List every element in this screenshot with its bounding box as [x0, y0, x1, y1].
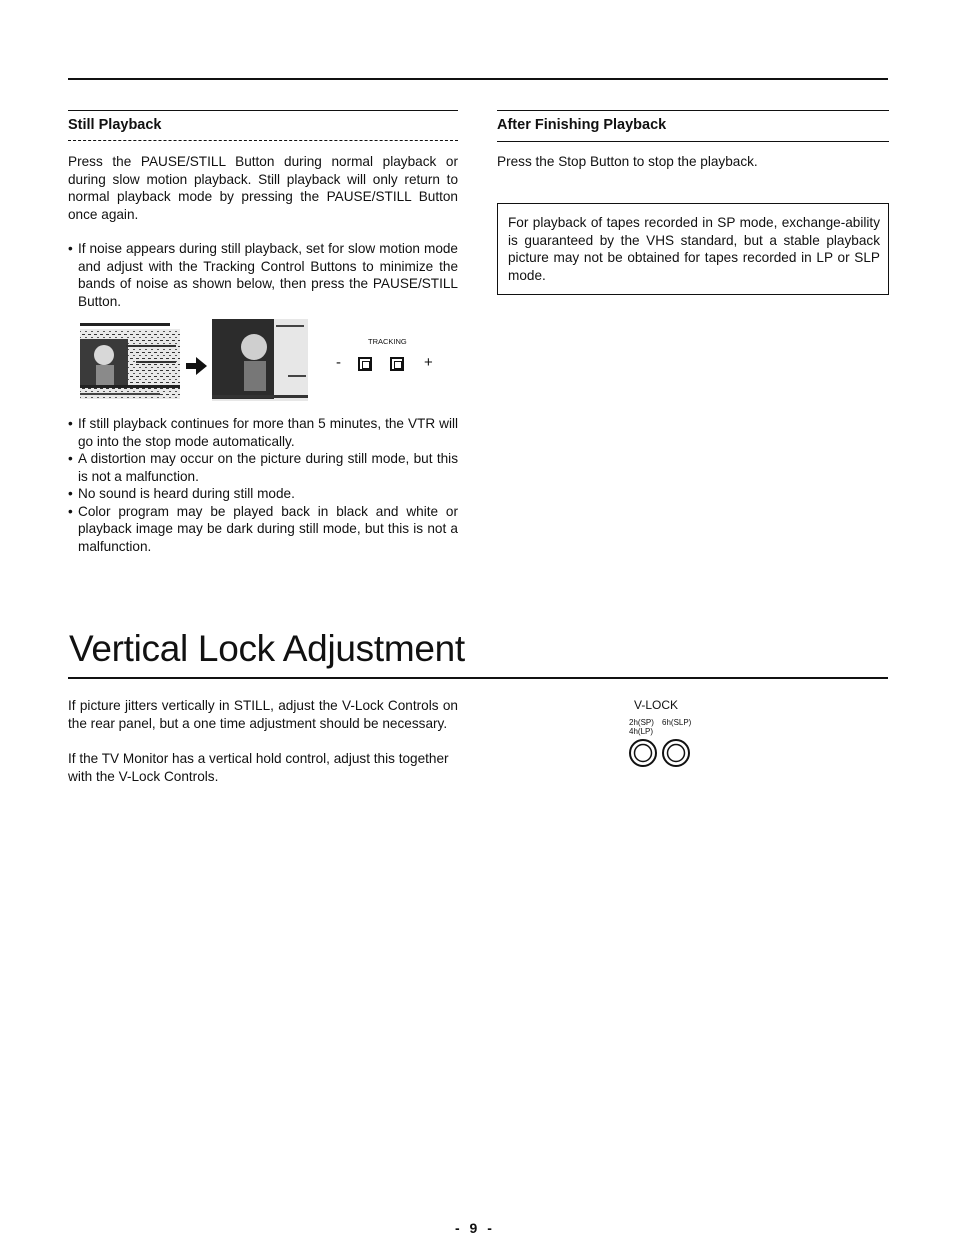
after-heading-top-rule [497, 110, 889, 111]
tracking-plus-button[interactable] [390, 357, 404, 371]
v-lock-knob-left[interactable] [630, 740, 656, 766]
still-playback-heading: Still Playback [68, 117, 162, 133]
vertical-lock-paragraph-1: If picture jitters vertically in STILL, adjust the V-Lock Controls on the rear panel, but a one time adjustment should be necessary. [68, 698, 458, 731]
noise-tip: • If noise appears during still playback, set for slow motion mode and adjust with the Tracking Control Buttons to minimize the bands of noise as shown below, then press the PAUSE/STILL Button. [68, 240, 458, 310]
list-item: • No sound is heard during still mode. [68, 485, 458, 503]
noise-reduction-illustration [76, 315, 456, 410]
v-lock-6h-label: 6h(SLP) [662, 718, 692, 727]
v-lock-2h-label: 2h(SP) [629, 718, 654, 727]
tracking-label: TRACKING [368, 337, 407, 346]
list-item: • Color program may be played back in black and white or playback image may be dark during still mode, but this is not a malfunction. [68, 503, 458, 556]
list-item: • A distortion may occur on the picture during still mode, but this is not a malfunction. [68, 450, 458, 485]
vertical-lock-paragraph-2: If the TV Monitor has a vertical hold control, adjust this together with the V-Lock Controls. [68, 751, 449, 784]
top-rule [68, 78, 888, 80]
v-lock-control-panel [628, 698, 718, 778]
tracking-minus-label: - [336, 354, 341, 371]
vertical-lock-rule [68, 677, 888, 679]
still-playback-notes [68, 415, 458, 555]
noise-tip-list [68, 240, 458, 310]
still-heading-top-rule [68, 110, 458, 111]
v-lock-4h-label: 4h(LP) [629, 727, 654, 736]
vertical-lock-title: Vertical Lock Adjustment [69, 628, 465, 669]
still-heading-bottom-rule [68, 140, 458, 141]
after-heading-bottom-rule [497, 141, 889, 142]
still-playback-intro: Press the PAUSE/STILL Button during normal playback or during slow motion playback. Still playback will only return to normal playback mode by pressing the PAUSE/STILL Button once again. [68, 154, 458, 222]
tape-mode-note [497, 203, 889, 295]
page-number: - 9 - [455, 1220, 495, 1236]
tracking-plus-label: + [424, 354, 433, 371]
after-finishing-text: Press the Stop Button to stop the playback. [497, 154, 758, 169]
list-item: • If still playback continues for more than 5 minutes, the VTR will go into the stop mode automatically. [68, 415, 458, 450]
after-finishing-heading: After Finishing Playback [497, 117, 667, 133]
tracking-minus-button[interactable] [358, 357, 372, 371]
v-lock-knobs [628, 738, 698, 768]
noisy-picture [80, 323, 180, 399]
clean-picture [212, 319, 308, 401]
v-lock-label: V-LOCK [634, 698, 679, 712]
tape-mode-note-text: For playback of tapes recorded in SP mode, exchange-ability is guaranteed by the VHS standard, but a stable playback picture may not be obtained for tapes recorded in LP or SLP mode. [508, 215, 880, 283]
v-lock-knob-right[interactable] [663, 740, 689, 766]
arrow-right-icon [186, 357, 207, 375]
